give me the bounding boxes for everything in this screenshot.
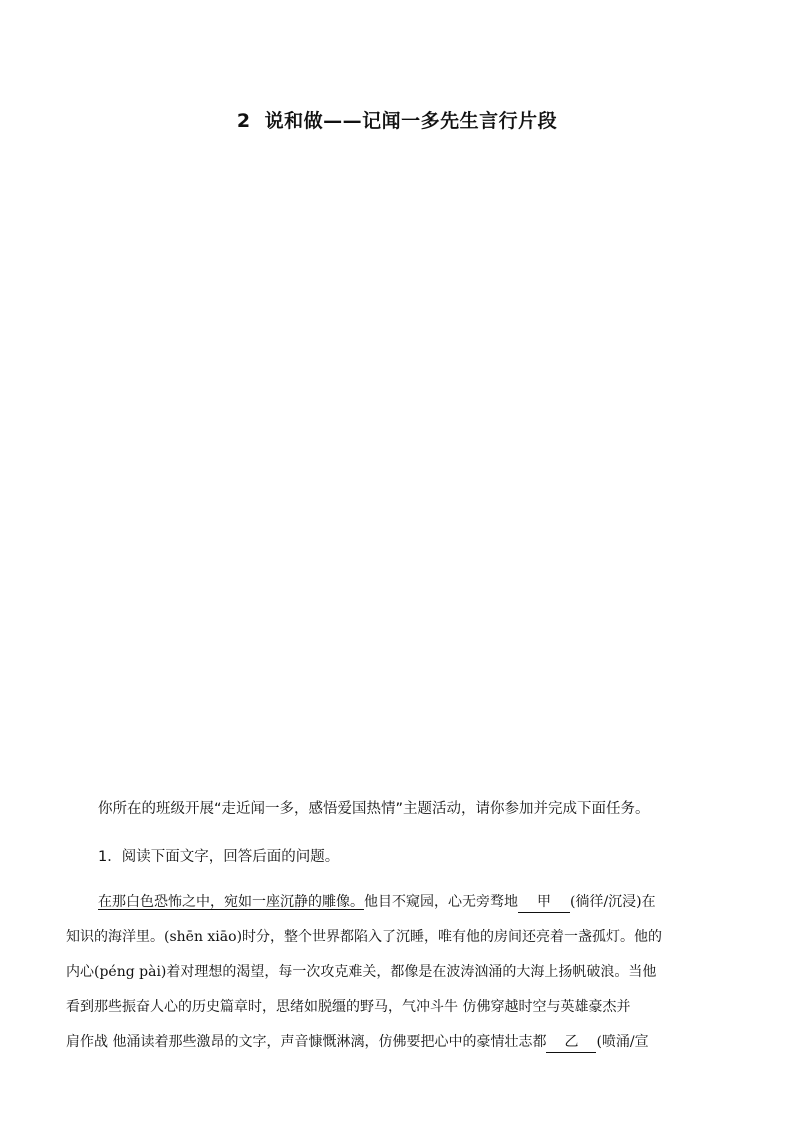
intro-paragraph: 你所在的班级开展“走近闻一多，感悟爱国热情”主题活动，请你参加并完成下面任务。: [98, 801, 650, 817]
passage-line-5: [66, 1025, 730, 1060]
passage-line-2: 知识的海洋里。(shēn xiāo)时分，整个世界都陷入了沉睡，唯有他的房间还亮着一盏孤灯。他的: [66, 929, 663, 945]
reading-passage: [66, 885, 730, 1060]
passage-text: 他目不窥园，心无旁骛地: [364, 894, 518, 910]
passage-text: 肩作战 他涌读着那些激昂的文字，声音慷慨淋漓，仿佛要把心中的豪情壮志都: [66, 1034, 547, 1050]
passage-line-3: 内心(péng pài)着对理想的渴望，每一次攻克难关，都像是在波涛汹涌的大海上扬帆破浪。当他: [66, 964, 657, 980]
blank-b[interactable]: 乙: [546, 1032, 596, 1053]
passage-line-4: 看到那些振奋人心的历史篇章时，思绪如脱缰的野马，气冲斗牛 仿佛穿越时空与英雄豪杰并: [66, 999, 631, 1015]
underlined-sentence: 在那白色恐怖之中，宛如一座沉静的雕像。: [98, 894, 364, 910]
blank-a[interactable]: 甲: [518, 892, 570, 913]
passage-options: (喷涌/宣: [596, 1034, 649, 1050]
question-1: 1．阅读下面文字，回答后面的问题。: [98, 849, 340, 865]
passage-options: (徜徉/沉浸)在: [570, 894, 656, 910]
passage-line-1: [66, 885, 730, 920]
title-text: 说和做——记闻一多先生言行片段: [264, 110, 558, 132]
page-title: [0, 106, 794, 133]
title-number: 2: [236, 110, 251, 132]
